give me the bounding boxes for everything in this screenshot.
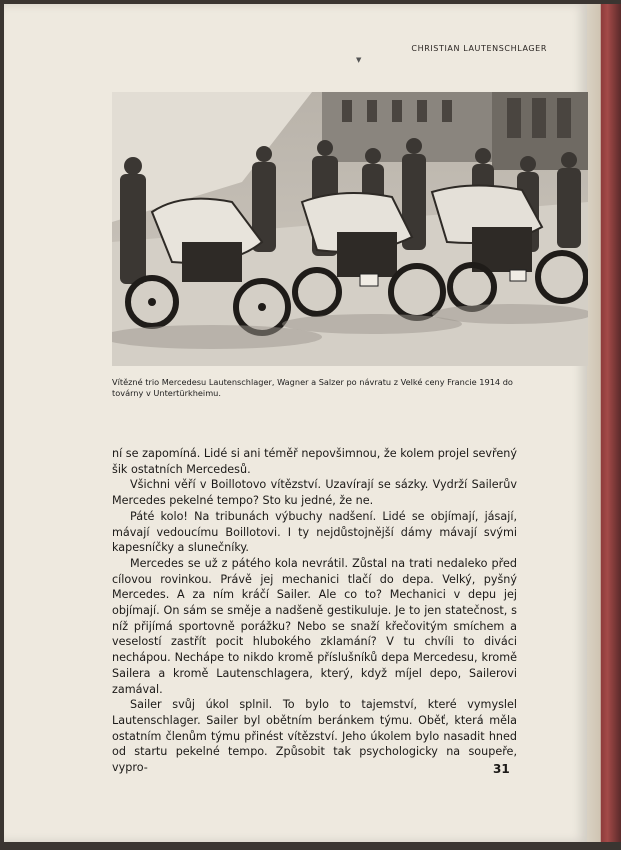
figure-caption: Vítězné trio Mercedesu Lautenschlager, Wagner a Salzer po návratu z Velké ceny Francie 1914 do továrny v Untertürkheimu. bbox=[112, 377, 513, 398]
running-head: CHRISTIAN LAUTENSCHLAGER bbox=[411, 44, 547, 53]
paragraph: Všichni věří v Boillotovo vítězství. Uzavírají se sázky. Vydrží Sailerův Mercedes pekelné tempo? Sto ku jedné, že ne. bbox=[112, 478, 517, 508]
page-mark: ▼ bbox=[356, 56, 362, 64]
paragraph: Mercedes se už z pátého kola nevrátil. Zůstal na trati nedaleko před cílovou rovinkou. Právě jej mechanici tlačí do depa. Velký, pyšný Mercedes. A za ním kráčí Sailer. Ale co to? Mechanici v depu jej objímají. On sám se směje a nadšeně gestikuluje. Je to jen statečnost, s níž přijímá sportovně porážku? Nebo se snaží křečovitým smíchem a veselostí zastřít pocit hlubokého zklamání? V tu chvíli to diváci nechápou. Nechápe to nikdo kromě příslušníků depa Mercedesu, kromě Sailera a kromě Lautenschlagera, který, když míjel depo, Sailerovi zamával. bbox=[112, 556, 517, 696]
book-edge bbox=[587, 4, 621, 842]
paragraph: Páté kolo! Na tribunách výbuchy nadšení. Lidé se objímají, jásají, mávají vedoucímu Boillotovi. I ty nejdůstojnější dámy mávají svými kapesníčky a slunečníky. bbox=[112, 509, 517, 555]
body-text bbox=[112, 446, 517, 776]
paragraph: Sailer svůj úkol splnil. To bylo to tajemství, které vymyslel Lautenschlager. Sailer byl obětním beránkem týmu. Oběť, která měla ostatním členům týmu přinést vítězství. Jeho úkolem bylo nasadit hned od startu pekelné tempo. Způsobit tak psychologicky na soupeře, vypro- bbox=[112, 698, 517, 775]
race-cars-photo-illustration bbox=[112, 92, 588, 366]
paragraph: ní se zapomíná. Lidé si ani téměř nepovšimnou, že kolem projel sevřený šik ostatních Mercedesů. bbox=[112, 447, 517, 476]
historic-photo bbox=[112, 92, 588, 366]
page-number: 31 bbox=[493, 762, 510, 776]
